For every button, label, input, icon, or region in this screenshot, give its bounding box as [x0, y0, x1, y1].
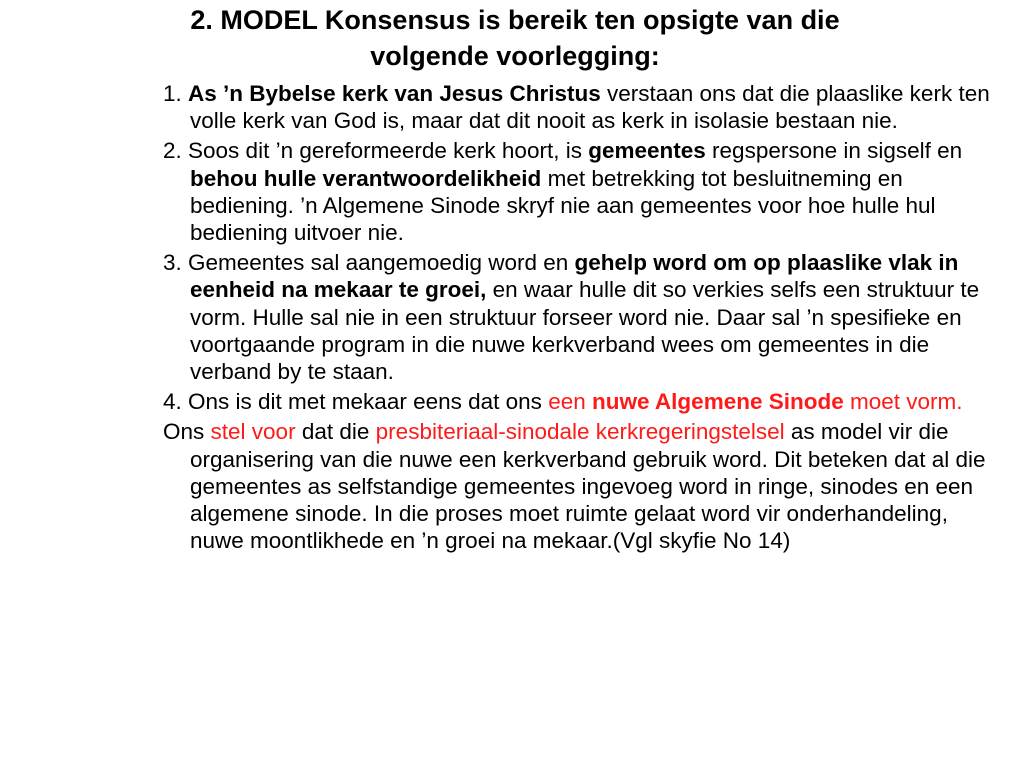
- point-2: [163, 137, 993, 246]
- proposal-text-b: dat die: [301, 419, 370, 445]
- point-1: [163, 80, 993, 134]
- point-2-bold-a: gemeentes: [588, 138, 706, 164]
- point-3-text-b: en waar hulle dit so verkies selfs een struktuur te vorm. Hulle sal nie in een struktuur forseer word nie. Daar sal ’n spesifieke en voortgaande program in die nuwe kerkverband wees om gemeentes in die verband by te staan.: [190, 277, 980, 385]
- point-2-text-a: 2. Soos dit ’n gereformeerde kerk hoort, is: [163, 138, 582, 164]
- point-3-bold: gehelp word om op plaaslike vlak in eenheid na mekaar te groei,: [190, 250, 959, 303]
- proposal-red-a: stel voor: [210, 419, 296, 445]
- proposal-red-b: presbiteriaal-sinodale kerkregeringstelsel: [375, 419, 785, 445]
- slide-title: [40, 2, 990, 74]
- point-4-text-a: 4. Ons is dit met mekaar eens dat ons: [163, 389, 542, 415]
- slide-title-line2: volgende voorlegging:: [370, 41, 660, 71]
- slide-title-line1: 2. MODEL Konsensus is bereik ten opsigte van die: [190, 5, 840, 35]
- proposal-text-c: as model vir die organisering van die nuwe een kerkverband gebruik word. Dit beteken dat al die gemeentes as selfstandige gemeentes ingevoeg word in ringe, sinodes en een algemene sinode. In die proses moet ruimte gelaat word vir onderhandeling, nuwe moontlikhede en ’n groei na mekaar.(Vgl skyfie No 14): [190, 419, 986, 554]
- point-2-text-b: regspersone in sigself en: [712, 138, 963, 164]
- point-4-red-b: moet vorm.: [850, 389, 963, 415]
- proposal: [163, 418, 993, 554]
- point-1-number: 1.: [163, 81, 182, 106]
- point-3: [163, 249, 993, 385]
- point-4: [163, 388, 993, 415]
- proposal-text-a: Ons: [163, 419, 205, 445]
- point-1-bold: As ’n Bybelse kerk van Jesus Christus: [188, 81, 601, 106]
- point-2-text-c: met betrekking tot besluitneming en bediening. ’n Algemene Sinode skryf nie aan gemeentes voor hoe hulle hul bediening uitvoer nie.: [190, 165, 936, 246]
- point-4-red-a: een: [548, 389, 586, 415]
- point-2-bold-b: behou hulle verantwoordelikheid: [190, 165, 542, 191]
- point-1-text: verstaan ons dat die plaaslike kerk ten volle kerk van God is, maar dat dit nooit as kerk in isolasie bestaan nie.: [190, 81, 990, 134]
- slide-body: [163, 80, 993, 557]
- point-4-red-bold: nuwe Algemene Sinode: [592, 389, 844, 415]
- point-3-text-a: 3. Gemeentes sal aangemoedig word en: [163, 250, 569, 276]
